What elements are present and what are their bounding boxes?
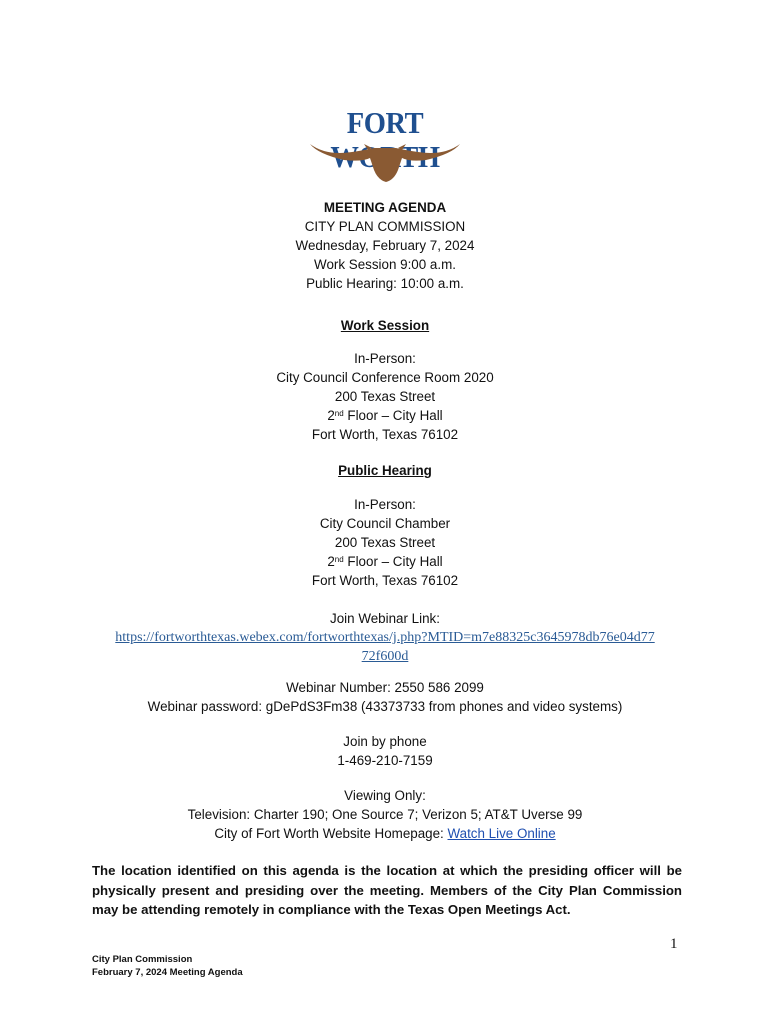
viewing-label: Viewing Only: xyxy=(344,788,426,803)
webinar-password: Webinar password: gDePdS3Fm38 (43373733 from phones and video systems) xyxy=(147,699,623,714)
work-session-room: City Council Conference Room 2020 xyxy=(276,370,494,385)
watch-live-link[interactable]: Watch Live Online xyxy=(447,826,556,841)
work-session-heading xyxy=(0,316,770,335)
website-line xyxy=(0,824,770,843)
phone-number: 1-469-210-7159 xyxy=(337,753,433,768)
page-footer xyxy=(92,953,243,979)
location-notice: The location identified on this agenda is the location at which the presiding officer will be physically present and presiding over the meeting. Members of the City Plan Commission may be attending remotely in compliance with the Texas Open Meetings Act. xyxy=(92,863,682,917)
work-session-floor xyxy=(0,406,770,425)
floor-rest: Floor – City Hall xyxy=(343,408,443,423)
floor-number: 2 xyxy=(327,554,335,569)
webinar-number: Webinar Number: 2550 586 2099 xyxy=(286,680,484,695)
webinar-link-line2[interactable]: 72f600d xyxy=(361,649,409,664)
floor-suffix: nd xyxy=(334,555,344,564)
webinar-link[interactable] xyxy=(0,627,770,647)
public-hearing-city: Fort Worth, Texas 76102 xyxy=(311,573,459,588)
commission-name: CITY PLAN COMMISSION xyxy=(304,219,466,234)
website-prefix: City of Fort Worth Website Homepage: xyxy=(214,826,448,841)
fort-worth-logo xyxy=(306,106,464,184)
webinar-link-cont[interactable] xyxy=(0,646,770,666)
public-hearing-heading-text: Public Hearing xyxy=(338,463,432,478)
public-hearing-heading xyxy=(0,461,770,480)
webinar-label: Join Webinar Link: xyxy=(330,611,440,626)
public-hearing-street: 200 Texas Street xyxy=(334,535,436,550)
public-hearing-in-person: In-Person: xyxy=(354,497,416,512)
work-session-heading-text: Work Session xyxy=(340,318,430,333)
public-hearing-floor xyxy=(0,552,770,571)
logo-wordmark: FORT xyxy=(346,105,424,140)
webinar-link-line1[interactable]: https://fortworthtexas.webex.com/fortworthtexas/j.php?MTID=m7e88325c3645978db76e04d77 xyxy=(115,630,655,645)
meeting-date: Wednesday, February 7, 2024 xyxy=(295,238,475,253)
television-channels: Television: Charter 190; One Source 7; Verizon 5; AT&T Uverse 99 xyxy=(187,807,583,822)
work-session-city: Fort Worth, Texas 76102 xyxy=(311,427,459,442)
phone-label: Join by phone xyxy=(343,734,427,749)
public-hearing-time: Public Hearing: 10:00 a.m. xyxy=(306,276,464,291)
longhorn-icon xyxy=(306,140,464,184)
public-hearing-room: City Council Chamber xyxy=(319,516,451,531)
floor-number: 2 xyxy=(327,408,335,423)
footer-line2: February 7, 2024 Meeting Agenda xyxy=(92,967,243,978)
work-session-in-person: In-Person: xyxy=(354,351,416,366)
agenda-title: MEETING AGENDA xyxy=(323,200,447,215)
floor-rest: Floor – City Hall xyxy=(343,554,443,569)
footer-line1: City Plan Commission xyxy=(92,954,193,965)
work-session-street: 200 Texas Street xyxy=(334,389,436,404)
work-session-time: Work Session 9:00 a.m. xyxy=(314,257,456,272)
page-number: 1 xyxy=(670,936,678,952)
floor-suffix: nd xyxy=(334,409,344,418)
